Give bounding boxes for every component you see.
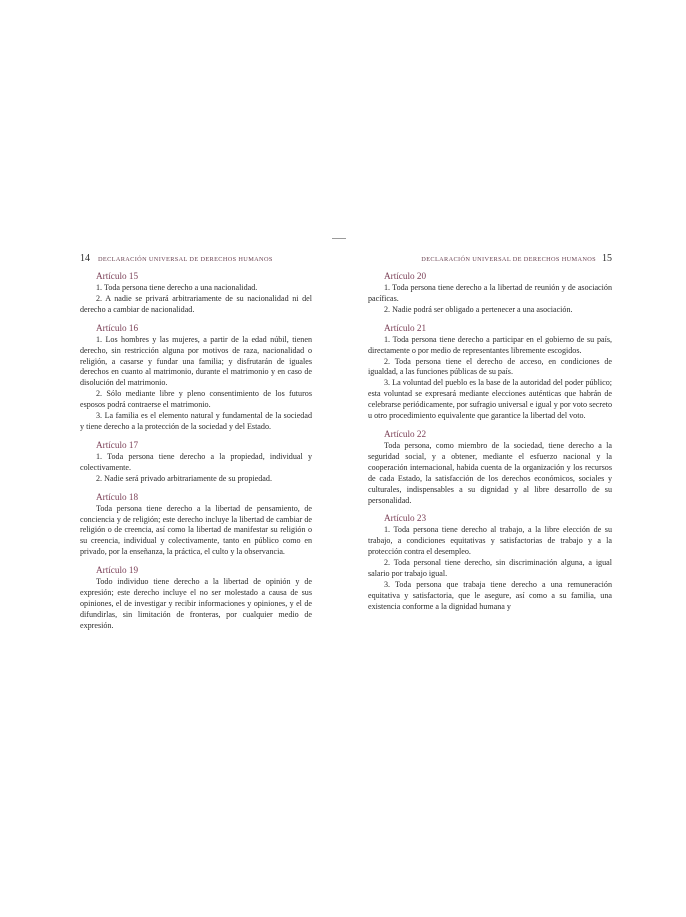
article-21-para-3: 3. La voluntad del pueblo es la base de la autoridad del poder público; esta voluntad se expresará mediante elecciones auténticas que habrán de celebrarse periódicamente, por sufragio universal e igual y por voto secreto u otro procedimiento equivalente que garantice la libertad del voto. (368, 378, 612, 421)
article-21-para-1: 1. Toda persona tiene derecho a participar en el gobierno de su país, directamente o por medio de representantes libremente escogidos. (368, 334, 612, 355)
right-page-number: 15 (602, 253, 612, 264)
article-20-para-2: 2. Nadie podrá ser obligado a pertenecer a una asociación. (384, 304, 573, 314)
right-page (368, 254, 612, 613)
left-page-content (80, 270, 312, 632)
right-page-content (368, 270, 612, 613)
article-23-para-2: 2. Toda personal tiene derecho, sin discriminación alguna, a igual salario por trabajo igual. (368, 558, 612, 579)
article-21-title: Artículo 21 (384, 322, 427, 333)
article-23-para-3: 3. Toda persona que trabaja tiene derecho a una remuneración equitativa y satisfactoria, que le asegure, así como a su familia, una existencia conforme a la dignidad humana y (368, 579, 612, 611)
article-16-title: Artículo 16 (96, 322, 139, 333)
right-running-title: DECLARACIÓN UNIVERSAL DE DERECHOS HUMANOS (421, 256, 596, 263)
left-page-number: 14 (80, 253, 90, 264)
article-22-title: Artículo 22 (384, 428, 427, 439)
article-23-title: Artículo 23 (384, 513, 427, 524)
left-page-header (80, 254, 312, 270)
article-23-para-1: 1. Toda persona tiene derecho al trabajo, a la libre elección de su trabajo, a condiciones equitativas y satisfactorias de trabajo y a la protección contra el desempleo. (368, 525, 612, 557)
article-16-para-2: 2. Sólo mediante libre y pleno consentimiento de los futuros esposos podrá contraerse el matrimonio. (80, 389, 312, 410)
left-page (80, 254, 312, 632)
article-21-para-2: 2. Toda persona tiene el derecho de acceso, en condiciones de igualdad, a las funciones públicas de su país. (368, 356, 612, 377)
center-divider-mark (332, 238, 346, 239)
article-16-para-3: 3. La familia es el elemento natural y fundamental de la sociedad y tiene derecho a la protección de la sociedad y del Estado. (80, 411, 312, 431)
article-16-para-1: 1. Los hombres y las mujeres, a partir de la edad núbil, tienen derecho, sin restricción alguna por motivos de raza, nacionalidad o religión, a casarse y fundar una familia; y disfrutarán de iguales derechos en cuanto al matrimonio, durante el matrimonio y en caso de disolución del matrimonio. (80, 334, 312, 388)
article-17-para-2: 2. Nadie será privado arbitrariamente de su propiedad. (96, 473, 272, 483)
article-15-title: Artículo 15 (96, 271, 139, 281)
right-page-header (368, 254, 612, 270)
article-17-para-1: 1. Toda persona tiene derecho a la propiedad, individual y colectivamente. (80, 451, 312, 472)
article-20-para-1: 1. Toda persona tiene derecho a la libertad de reunión y de asociación pacíficas. (368, 283, 612, 303)
article-15-para-2: 2. A nadie se privará arbitrariamente de su nacionalidad ni del derecho a cambiar de nacionalidad. (80, 293, 312, 314)
article-20-title: Artículo 20 (384, 271, 427, 281)
article-18-title: Artículo 18 (96, 491, 139, 502)
article-15-para-1: 1. Toda persona tiene derecho a una nacionalidad. (96, 283, 258, 292)
article-18-para-1: Toda persona tiene derecho a la libertad de pensamiento, de conciencia y de religión; este derecho incluye la libertad de cambiar de religión o de creencia, así como la libertad de manifestar su religión o su creencia, individual y colectivamente, tanto en público como en privado, por la enseñanza, la práctica, el culto y la observancia. (80, 503, 312, 557)
left-running-title: DECLARACIÓN UNIVERSAL DE DERECHOS HUMANOS (98, 256, 273, 263)
article-22-para-1: Toda persona, como miembro de la sociedad, tiene derecho a la seguridad social, y a obtener, mediante el esfuerzo nacional y la cooperación internacional, habida cuenta de la organización y los recursos de cada Estado, la satisfacción de los derechos económicos, sociales y culturales, indispensables a su dignidad y al libre desarrollo de su personalidad. (368, 440, 612, 505)
article-19-title: Artículo 19 (96, 565, 139, 576)
article-19-para-1: Todo individuo tiene derecho a la libertad de opinión y de expresión; este derecho incluye el no ser molestado a causa de sus opiniones, el de investigar y recibir informaciones y opiniones, y el de difundirlas, sin limitación de fronteras, por cualquier medio de expresión. (80, 577, 312, 630)
article-17-title: Artículo 17 (96, 439, 139, 450)
